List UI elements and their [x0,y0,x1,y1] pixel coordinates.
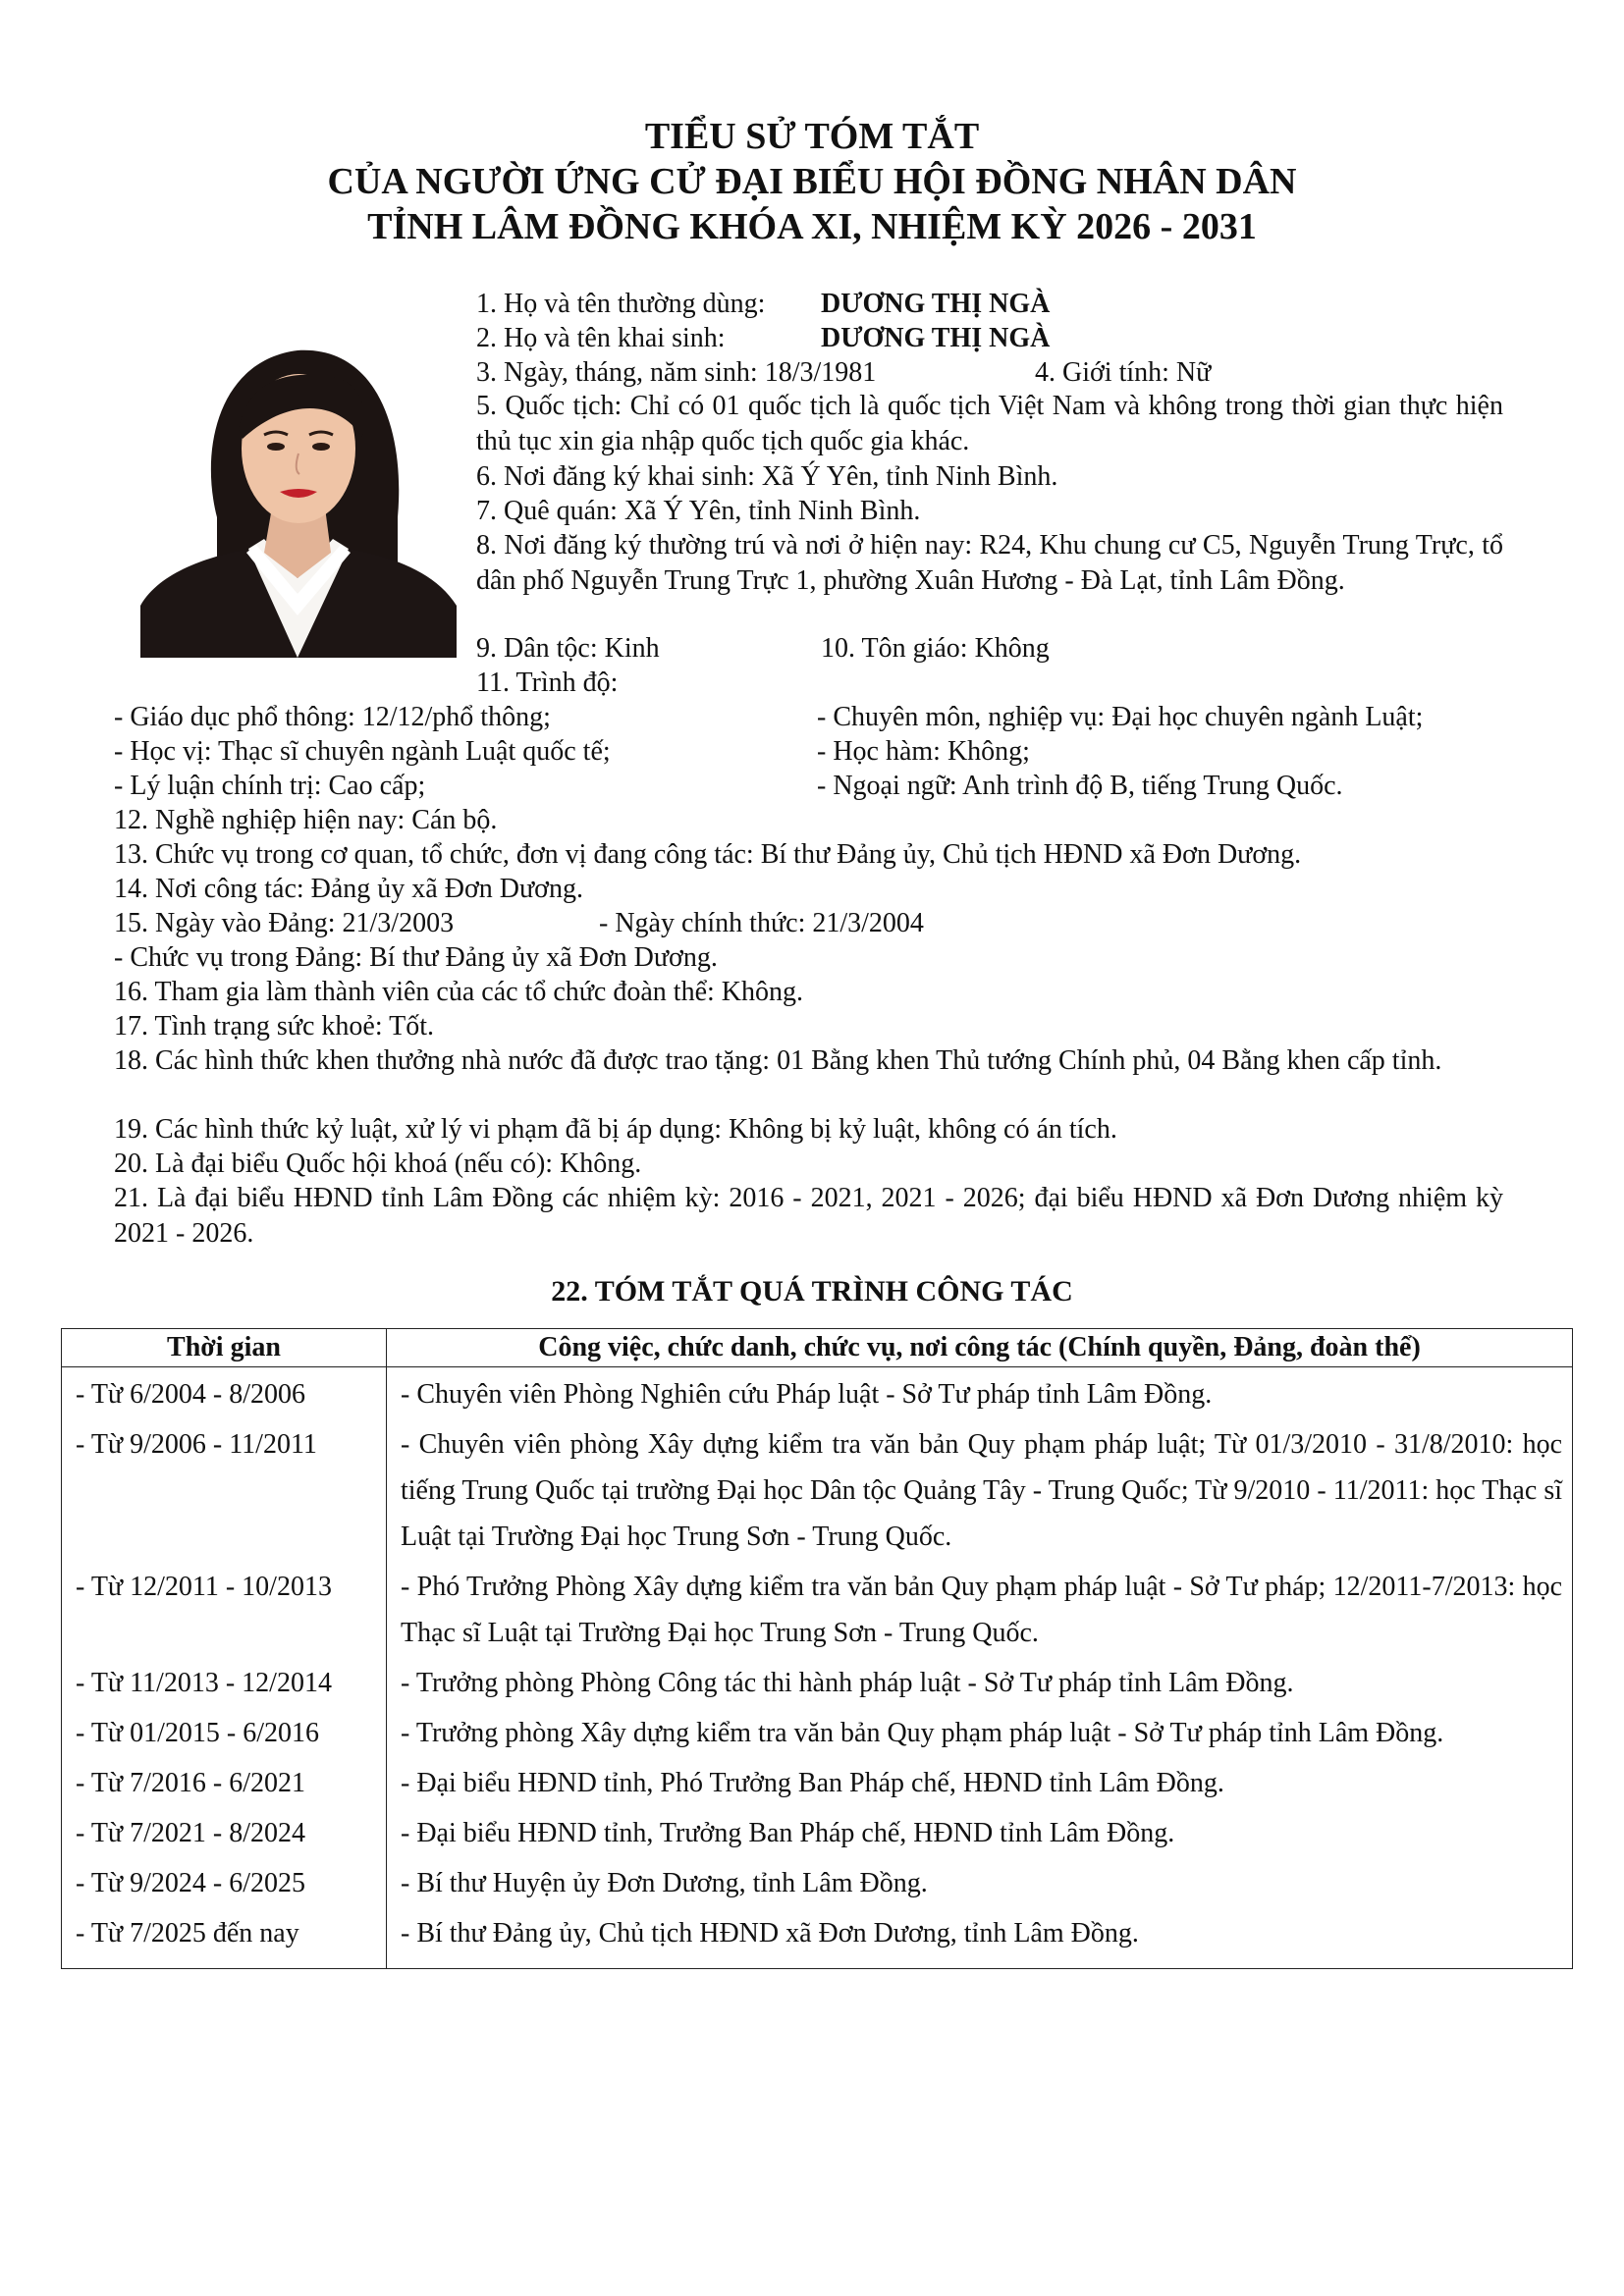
title-line-1: TIỂU SỬ TÓM TẮT [644,116,980,157]
work-history-heading: 22. TÓM TẮT QUÁ TRÌNH CÔNG TÁC [551,1275,1073,1308]
row-job: - Bí thư Đảng ủy, Chủ tịch HĐND xã Đơn Dương, tỉnh Lâm Đồng. [401,1918,1139,1949]
row-time: - Từ 11/2013 - 12/2014 [62,1656,387,1706]
info-degree: - Học vị: Thạc sĩ chuyên ngành Luật quốc tế; [114,736,611,767]
table-row [62,1706,1573,1756]
row-job: - Trưởng phòng Xây dựng kiểm tra văn bản Quy phạm pháp luật - Sở Tư pháp tỉnh Lâm Đồng. [401,1718,1444,1748]
info-political-theory: - Lý luận chính trị: Cao cấp; [114,771,426,801]
info-occupation: 12. Nghề nghiệp hiện nay: Cán bộ. [114,805,498,835]
row-time: - Từ 6/2004 - 8/2006 [62,1367,387,1418]
info-name-label: 1. Họ và tên thường dùng: [476,289,766,319]
info-position: 13. Chức vụ trong cơ quan, tổ chức, đơn vị đang công tác: Bí thư Đảng ủy, Chủ tịch HĐND xã Đơn Dương. [114,839,1302,870]
info-residence: 8. Nơi đăng ký thường trú và nơi ở hiện nay: R24, Khu chung cư C5, Nguyễn Trung Trực, tổ dân phố Nguyễn Trung Trực 1, phường Xuân Hương - Đà Lạt, tỉnh Lâm Đồng. [476,530,1503,596]
info-national-assembly: 20. Là đại biểu Quốc hội khoá (nếu có): Không. [114,1148,642,1179]
table-row [62,1906,1573,1969]
info-general-education: - Giáo dục phổ thông: 12/12/phổ thông; [114,702,551,732]
column-header-job: Công việc, chức danh, chức vụ, nơi công tác (Chính quyền, Đảng, đoàn thể) [387,1329,1573,1367]
info-foreign-language: - Ngoại ngữ: Anh trình độ B, tiếng Trung Quốc. [817,771,1343,801]
row-time: - Từ 7/2021 - 8/2024 [62,1806,387,1856]
info-council-deputy: 21. Là đại biểu HĐND tỉnh Lâm Đồng các nhiệm kỳ: 2016 - 2021, 2021 - 2026; đại biểu HĐND xã Đơn Dương nhiệm kỳ 2021 - 2026. [114,1183,1503,1249]
table-row [62,1560,1573,1656]
row-job: - Bí thư Huyện ủy Đơn Dương, tỉnh Lâm Đồng. [401,1868,928,1898]
row-job: - Trưởng phòng Phòng Công tác thi hành pháp luật - Sở Tư pháp tỉnh Lâm Đồng. [401,1668,1294,1698]
info-workplace: 14. Nơi công tác: Đảng ủy xã Đơn Dương. [114,874,583,904]
info-organizations: 16. Tham gia làm thành viên của các tổ chức đoàn thể: Không. [114,977,803,1007]
candidate-portrait [140,321,457,658]
table-row [62,1656,1573,1706]
info-birth-place: 6. Nơi đăng ký khai sinh: Xã Ý Yên, tỉnh Ninh Bình. [476,461,1058,492]
info-party-position: - Chức vụ trong Đảng: Bí thư Đảng ủy xã Đơn Dương. [114,942,718,973]
row-time: - Từ 7/2025 đến nay [62,1906,387,1969]
row-job: - Phó Trưởng Phòng Xây dựng kiểm tra văn bản Quy phạm pháp luật - Sở Tư pháp; 12/2011-7/2013: học Thạc sĩ Luật tại Trường Đại học Trung Sơn - Trung Quốc. [401,1572,1562,1648]
info-birth-name-value: DƯƠNG THỊ NGÀ [821,323,1051,353]
row-time: - Từ 12/2011 - 10/2013 [62,1560,387,1656]
row-job: - Chuyên viên phòng Xây dựng kiểm tra văn bản Quy phạm pháp luật; Từ 01/3/2010 - 31/8/2010: học tiếng Trung Quốc tại trường Đại học Dân tộc Quảng Tây - Trung Quốc; Từ 9/2010 - 11/2011: học Thạc sĩ Luật tại Trường Đại học Trung Sơn - Trung Quốc. [401,1429,1562,1552]
table-row [62,1856,1573,1906]
info-hometown: 7. Quê quán: Xã Ý Yên, tỉnh Ninh Bình. [476,496,921,526]
title-line-3: TỈNH LÂM ĐỒNG KHÓA XI, NHIỆM KỲ 2026 - 2031 [367,206,1257,247]
row-time: - Từ 01/2015 - 6/2016 [62,1706,387,1756]
info-party-join-date: 15. Ngày vào Đảng: 21/3/2003 [114,908,455,938]
row-time: - Từ 9/2024 - 6/2025 [62,1856,387,1906]
info-gender: 4. Giới tính: Nữ [1035,357,1212,388]
info-religion: 10. Tôn giáo: Không [821,633,1050,664]
row-time: - Từ 7/2016 - 6/2021 [62,1756,387,1806]
row-job: - Chuyên viên Phòng Nghiên cứu Pháp luật - Sở Tư pháp tỉnh Lâm Đồng. [401,1379,1213,1410]
table-header-row [62,1329,1573,1367]
title-line-2: CỦA NGƯỜI ỨNG CỬ ĐẠI BIỂU HỘI ĐỒNG NHÂN DÂN [327,161,1297,202]
info-awards: 18. Các hình thức khen thưởng nhà nước đã được trao tặng: 01 Bằng khen Thủ tướng Chính phủ, 04 Bằng khen cấp tỉnh. [114,1045,1442,1076]
info-birth-name-label: 2. Họ và tên khai sinh: [476,323,726,353]
table-row [62,1806,1573,1856]
info-specialty: - Chuyên môn, nghiệp vụ: Đại học chuyên ngành Luật; [817,702,1424,732]
info-ethnicity: 9. Dân tộc: Kinh [476,633,660,664]
table-row [62,1367,1573,1418]
row-job: - Đại biểu HĐND tỉnh, Trưởng Ban Pháp chế, HĐND tỉnh Lâm Đồng. [401,1818,1175,1848]
info-education-label: 11. Trình độ: [476,667,619,698]
info-name-value: DƯƠNG THỊ NGÀ [821,289,1051,319]
work-history-table [61,1328,1573,1969]
info-party-official-date: - Ngày chính thức: 21/3/2004 [599,908,924,938]
table-row [62,1417,1573,1560]
table-row [62,1756,1573,1806]
info-nationality: 5. Quốc tịch: Chỉ có 01 quốc tịch là quốc tịch Việt Nam và không trong thời gian thực hiện thủ tục xin gia nhập quốc tịch quốc gia khác. [476,391,1503,456]
column-header-time: Thời gian [62,1329,387,1367]
info-health: 17. Tình trạng sức khoẻ: Tốt. [114,1011,434,1041]
info-academic-title: - Học hàm: Không; [817,736,1030,767]
info-dob: 3. Ngày, tháng, năm sinh: 18/3/1981 [476,357,877,388]
row-time: - Từ 9/2006 - 11/2011 [62,1417,387,1560]
info-discipline: 19. Các hình thức kỷ luật, xử lý vi phạm đã bị áp dụng: Không bị kỷ luật, không có án tích. [114,1114,1117,1145]
row-job: - Đại biểu HĐND tỉnh, Phó Trưởng Ban Pháp chế, HĐND tỉnh Lâm Đồng. [401,1768,1224,1798]
